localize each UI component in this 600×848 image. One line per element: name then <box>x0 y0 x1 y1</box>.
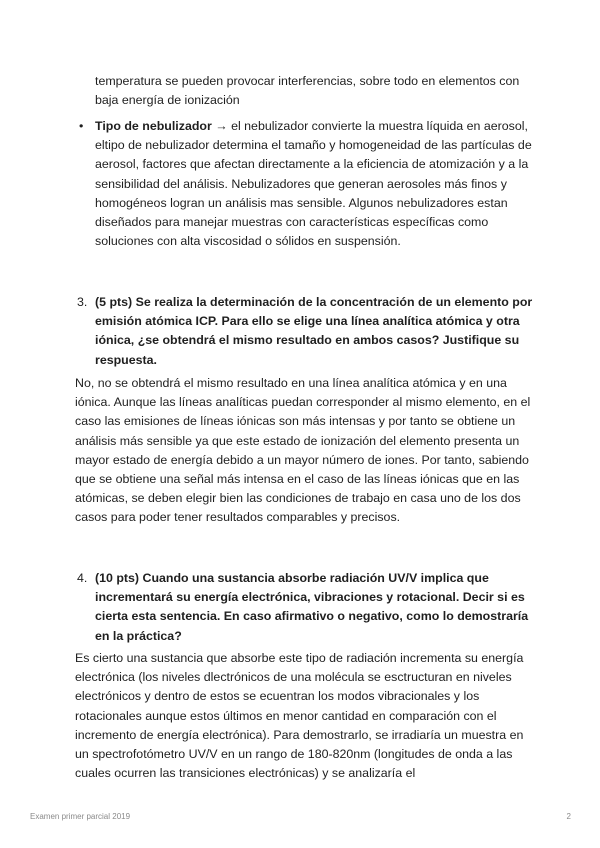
question-4-text: (10 pts) Cuando una sustancia absorbe radiación UV/V implica que incrementará su energía electrónica, vibraciones y rotacional. Decir si es cierta esta sentencia. En caso afirmativo o negativo, como lo demostraría en la práctica? <box>95 571 529 643</box>
footer-title: Examen primer parcial 2019 <box>30 812 131 821</box>
bullet-label: Tipo de nebulizador → <box>95 119 228 133</box>
bullet-marker: • <box>79 119 84 133</box>
bullet-text: el nebulizador convierte la muestra líquida en aerosol, eltipo de nebulizador determina el tamaño y homogeneidad de las partículas de aerosol, factores que afectan directamente a la eficiencia de atomización y a la sensibilidad del análisis. Nebulizadores que generan aerosoles más finos y homogéneos logran un análisis mas sensible. Algunos nebulizadores estan diseñados para manejar muestras con características específicas como soluciones con alta viscosidad o sólidos en suspensión. <box>95 119 532 249</box>
page-number: 2 <box>566 812 571 821</box>
continuation-paragraph: temperatura se pueden provocar interferencias, sobre todo en elementos con baja energía de ionización <box>95 74 520 108</box>
answer-3-text: No, no se obtendrá el mismo resultado en una línea analítica atómica y en una iónica. Aunque las líneas analíticas puedan corresponder al mismo elemento, en el caso las emisiones de líneas iónicas son más intensas y por tanto se obtiene un análisis más sensible ya que este estado de ionización del elemento presenta un mayor estado de energía debido a un mayor número de iones. Por tanto, sabiendo que se obtiene una señal más intensa en el caso de las líneas iónicas que en las atómicas, se deben elegir bien las condiciones de trabajo en casa uno de los dos casos para poder tener resultados comparables y precisos. <box>75 376 531 525</box>
question-4-number: 4. <box>77 571 88 585</box>
answer-4-text: Es cierto una sustancia que absorbe este tipo de radiación incrementa su energía electrónica (los niveles dlectrónicos de una molécula se esctructuran en niveles electrónicos y dentro de estos se ecuentran los modos vibracionales y los rotacionales aunque estos últimos en menor cantidad en comparación con el incremento de energía electrónica). Para demostrarlo, se irradiaría un muestra en un spectrofotómetro UV/V en un rango de 180-820nm (longitudes de onda a las cuales ocurren las transiciones electrónicas) y se analizaría el <box>75 651 524 781</box>
bullet-paragraph <box>95 117 535 251</box>
question-3-text: (5 pts) Se realiza la determinación de la concentración de un elemento por emisión atómica ICP. Para ello se elige una línea analítica atómica y otra iónica, ¿se obtendrá el mismo resultado en ambos casos? Justifique su respuesta. <box>95 295 533 367</box>
question-3-number: 3. <box>77 295 88 309</box>
